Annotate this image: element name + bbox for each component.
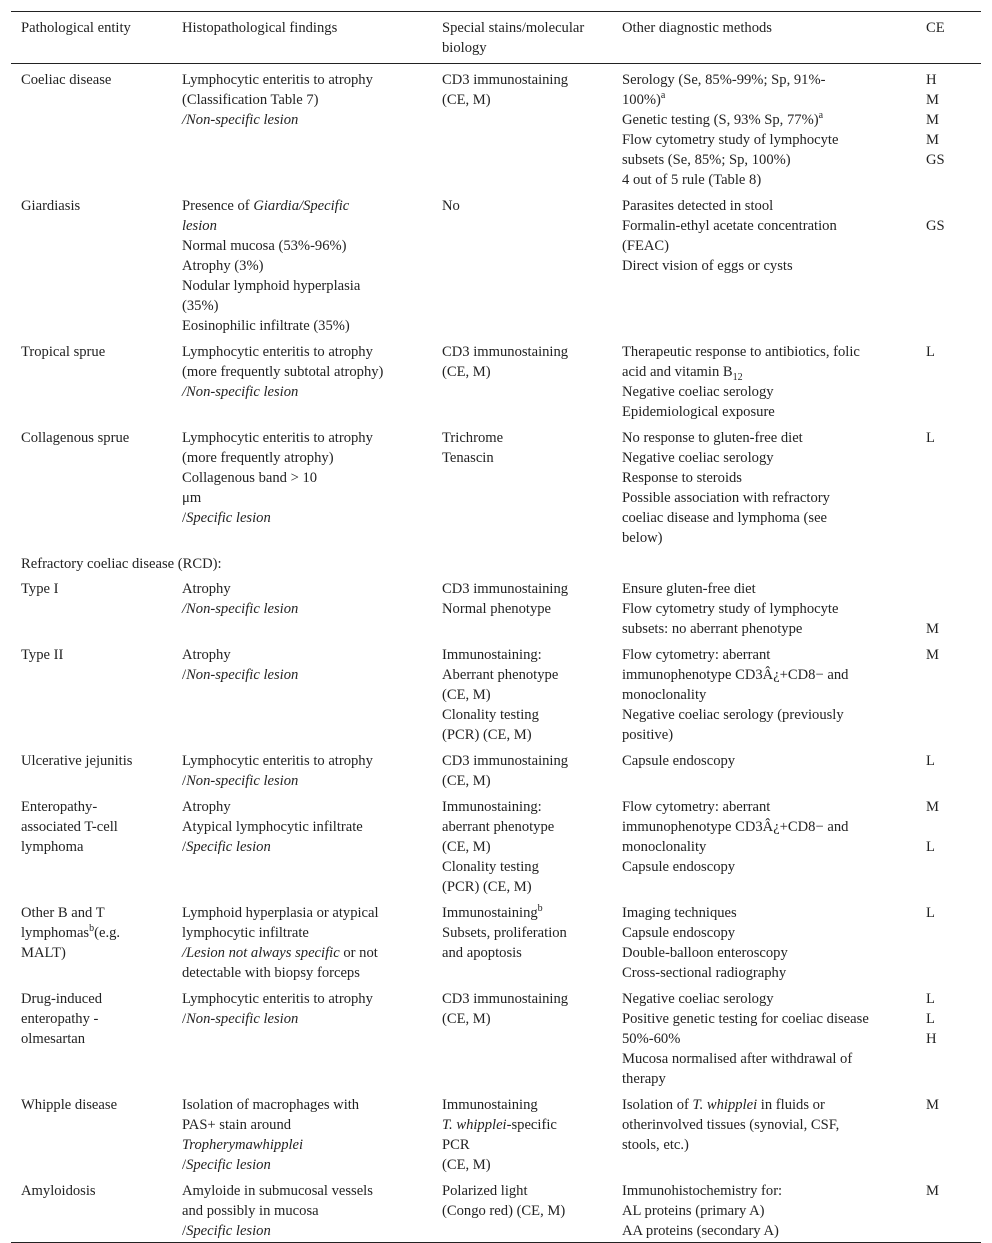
- other-cell: No response to gluten-free diet Negative coeliac serology Response to steroids Possible association with refractory coeliac disease and lymphoma (see below): [622, 430, 830, 546]
- stains-cell: CD3 immunostaining Normal phenotype: [442, 581, 569, 617]
- ce-cell: L: [926, 344, 935, 360]
- histo-cell: Lymphocytic enteritis to atrophy /Non-specific lesion: [182, 753, 373, 789]
- table-row: [11, 746, 981, 792]
- table-row: [11, 337, 981, 423]
- stains-cell: Immunostaining: Aberrant phenotype (CE, M) Clonality testing (PCR) (CE, M): [442, 647, 559, 743]
- header-row: [11, 12, 981, 64]
- table-row: [11, 574, 981, 640]
- ce-cell: L: [926, 905, 935, 921]
- stains-cell: CD3 immunostaining (CE, M): [442, 991, 569, 1027]
- ce-cell: GS: [926, 218, 945, 234]
- table-row: [11, 792, 981, 898]
- diagnosis-table: [11, 11, 981, 1243]
- ce-cell: H M M M GS: [926, 72, 945, 168]
- histo-cell: Amyloide in submucosal vessels and possibly in mucosa /Specific lesion: [182, 1183, 373, 1239]
- table-row: [11, 640, 981, 746]
- entity-cell: Drug-induced enteropathy - olmesartan: [21, 991, 103, 1047]
- histo-cell: Atrophy Atypical lymphocytic infiltrate /Specific lesion: [182, 799, 363, 855]
- entity-cell: Whipple disease: [21, 1097, 118, 1113]
- stains-cell: Polarized light (Congo red) (CE, M): [442, 1183, 566, 1219]
- col-header-stains: Special stains/molecular biology: [432, 12, 612, 64]
- other-cell: Serology (Se, 85%-99%; Sp, 91%- 100%)$^a$ Genetic testing (S, 93% Sp, 77%)$^a$ Flow cytometry study of lymphocyte subsets (Se, 85%; Sp, 100%) 4 out of 5 rule (Table 8): [622, 72, 839, 188]
- table-row: [11, 1090, 981, 1176]
- col-header-entity: Pathological entity: [11, 12, 172, 64]
- other-cell: Parasites detected in stool Formalin-ethyl acetate concentration (FEAC) Direct vision of eggs or cysts: [622, 198, 837, 274]
- histo-cell: Isolation of macrophages with PAS+ stain around Tropherymawhipplei /Specific lesion: [182, 1097, 360, 1173]
- ce-cell: L: [926, 430, 935, 446]
- other-cell: Capsule endoscopy: [622, 753, 736, 769]
- entity-cell: Enteropathy- associated T-cell lymphoma: [21, 799, 118, 855]
- stains-cell: No: [442, 198, 460, 214]
- ce-cell: M L: [926, 799, 939, 855]
- ce-cell: L: [926, 753, 935, 769]
- stains-cell: CD3 immunostaining (CE, M): [442, 344, 569, 380]
- entity-cell: Type I: [21, 581, 59, 597]
- stains-cell: CD3 immunostaining (CE, M): [442, 72, 569, 108]
- entity-cell: Type II: [21, 647, 64, 663]
- histo-cell: Lymphocytic enteritis to atrophy (more frequently subtotal atrophy) /Non-specific lesion: [182, 344, 384, 400]
- col-header-histo: Histopathological findings: [172, 12, 432, 64]
- ce-cell: M: [926, 1183, 939, 1199]
- stains-cell: Trichrome Tenascin: [442, 430, 504, 466]
- other-cell: Flow cytometry: aberrant immunophenotype CD3Â¿+CD8− and monoclonality Capsule endoscopy: [622, 799, 849, 875]
- stains-cell: CD3 immunostaining (CE, M): [442, 753, 569, 789]
- entity-cell: Amyloidosis: [21, 1183, 96, 1199]
- histo-cell: Lymphocytic enteritis to atrophy (more frequently atrophy) Collagenous band > 10 μm /Specific lesion: [182, 430, 373, 526]
- histo-cell: Atrophy /Non-specific lesion: [182, 581, 299, 617]
- entity-cell: Tropical sprue: [21, 344, 106, 360]
- histo-cell: Lymphoid hyperplasia or atypical lymphocytic infiltrate /Lesion not always specific or not detectable with biopsy forceps: [182, 905, 379, 981]
- other-cell: Imaging techniques Capsule endoscopy Double-balloon enteroscopy Cross-sectional radiography: [622, 905, 788, 981]
- table-row: [11, 898, 981, 984]
- entity-cell: Collagenous sprue: [21, 430, 130, 446]
- entity-cell: Other B and T lymphomas$^b$(e.g. MALT): [21, 905, 121, 961]
- col-header-ce: CE: [916, 12, 981, 64]
- ce-cell: L L H: [926, 991, 937, 1047]
- table-row: [11, 64, 981, 192]
- ce-cell: M: [926, 621, 939, 637]
- stains-cell: Immunostaining T. whipplei-specific PCR (CE, M): [442, 1097, 557, 1173]
- ce-cell: M: [926, 647, 939, 663]
- other-cell: Ensure gluten-free diet Flow cytometry study of lymphocyte subsets: no aberrant phenotype: [622, 581, 839, 637]
- table-row: [11, 1176, 981, 1243]
- histo-cell: Atrophy /Non-specific lesion: [182, 647, 299, 683]
- histo-cell: Lymphocytic enteritis to atrophy (Classification Table 7) /Non-specific lesion: [182, 72, 373, 128]
- histo-cell: Lymphocytic enteritis to atrophy /Non-specific lesion: [182, 991, 373, 1027]
- other-cell: Immunohistochemistry for: AL proteins (primary A) AA proteins (secondary A): [622, 1183, 783, 1239]
- entity-cell: Giardiasis: [21, 198, 81, 214]
- table-row: [11, 984, 981, 1090]
- other-cell: Therapeutic response to antibiotics, folic acid and vitamin $B_{12}$ Negative coeliac serology Epidemiological exposure: [622, 344, 860, 420]
- other-cell: Negative coeliac serology Positive genetic testing for coeliac disease 50%-60% Mucosa normalised after withdrawal of therapy: [622, 991, 869, 1087]
- other-cell: Flow cytometry: aberrant immunophenotype CD3Â¿+CD8− and monoclonality Negative coeliac serology (previously positive): [622, 647, 849, 743]
- section-title: Refractory coeliac disease (RCD):: [21, 556, 222, 572]
- col-header-other: Other diagnostic methods: [612, 12, 916, 64]
- histo-cell: Presence of Giardia/Specific lesion Normal mucosa (53%-96%) Atrophy (3%) Nodular lymphoid hyperplasia (35%) Eosinophilic infiltrate (35%): [182, 198, 361, 334]
- other-cell: Isolation of T. whipplei in fluids or otherinvolved tissues (synovial, CSF, stools, etc.): [622, 1097, 840, 1153]
- ce-cell: M: [926, 1097, 939, 1113]
- stains-cell: Immunostaining$^b$ Subsets, proliferation and apoptosis: [442, 903, 567, 961]
- table-row: [11, 423, 981, 549]
- entity-cell: Coeliac disease: [21, 72, 112, 88]
- stains-cell: Immunostaining: aberrant phenotype (CE, M) Clonality testing (PCR) (CE, M): [442, 799, 555, 895]
- section-row: [11, 549, 981, 574]
- table-row: [11, 191, 981, 337]
- entity-cell: Ulcerative jejunitis: [21, 753, 133, 769]
